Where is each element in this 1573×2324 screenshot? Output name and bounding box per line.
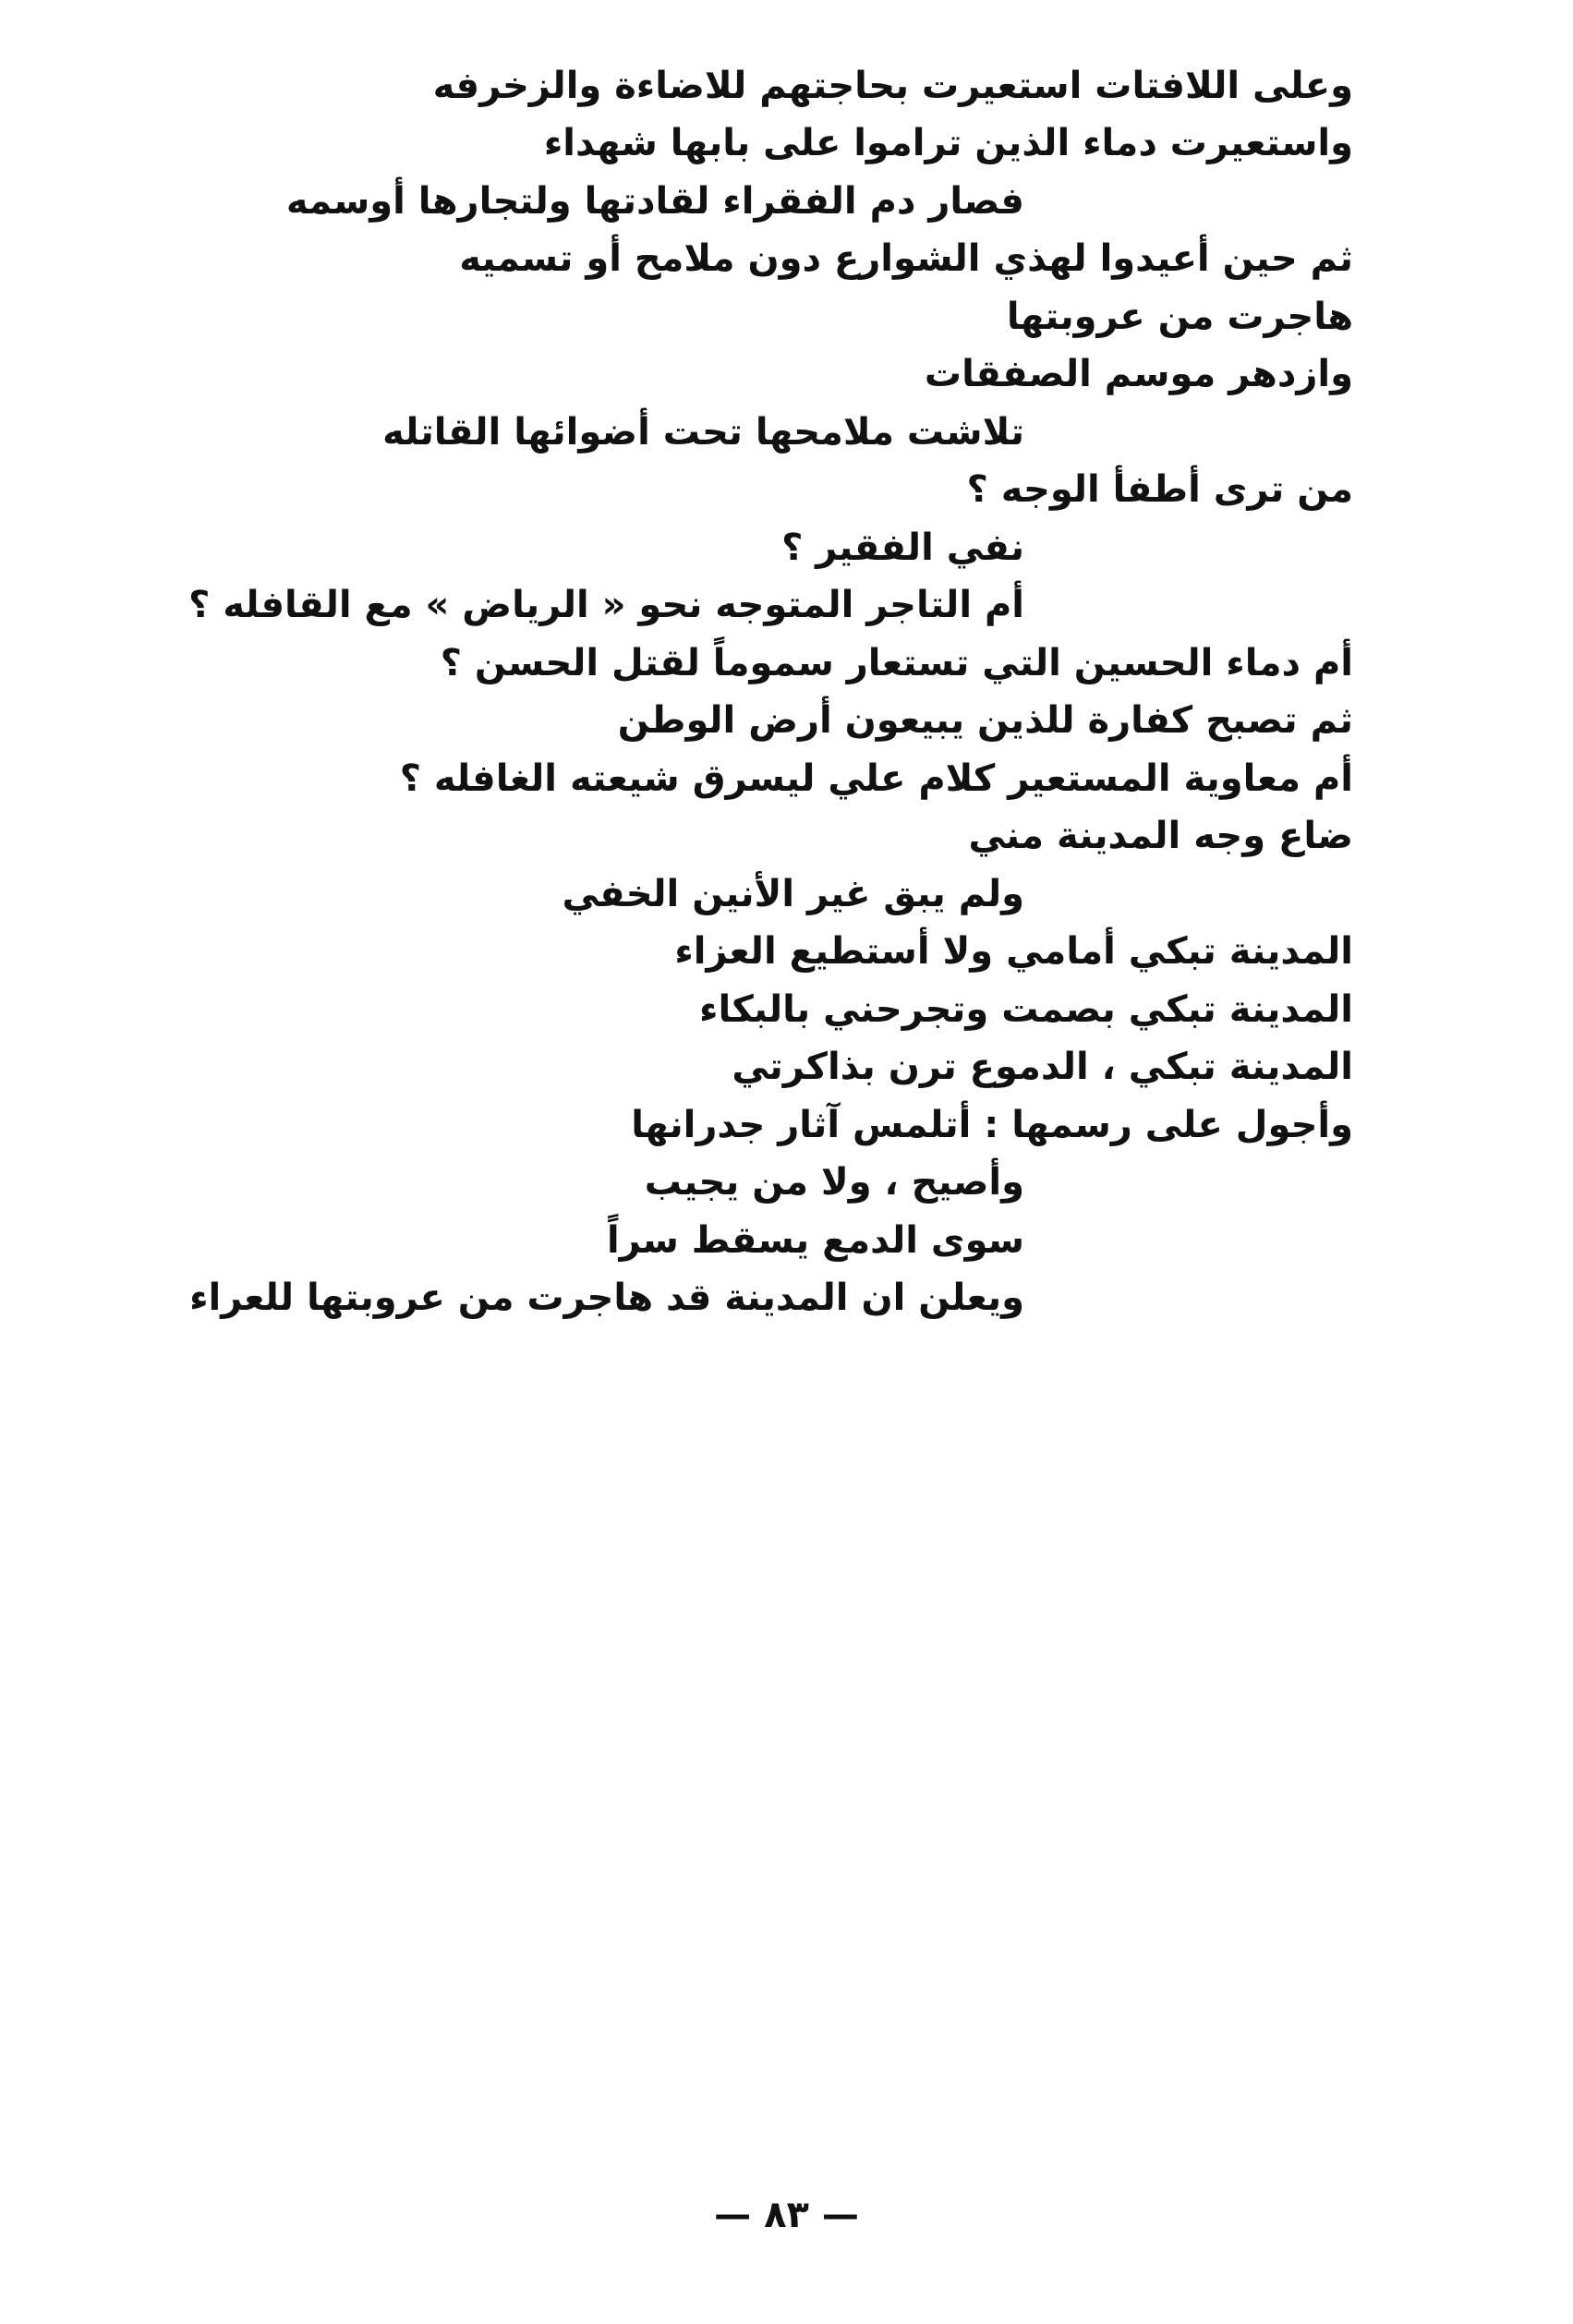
poem-line: سوى الدمع يسقط سراً (606, 1219, 1024, 1262)
poem-line: المدينة تبكي أمامي ولا أستطيع العزاء (674, 930, 1353, 973)
poem-line: واستعيرت دماء الذين تراموا على بابها شهداء (543, 122, 1353, 164)
poem-line: فصار دم الفقراء لقادتها ولتجارها أوسمه (285, 180, 1024, 223)
poem-line: أم التاجر المتوجه نحو « الرياض » مع القافله ؟ (188, 584, 1024, 626)
poem-line: ثم حين أعيدوا لهذي الشوارع دون ملامح أو تسميه (459, 237, 1353, 280)
poem-line: وعلى اللافتات استعيرت بحاجتهم للاضاءة والزخرفه (432, 65, 1353, 107)
poem-line: أم معاوية المستعير كلام علي ليسرق شيعته الغافله ؟ (399, 757, 1353, 800)
poem-line: ولم يبق غير الأنين الخفي (562, 873, 1024, 915)
poem-line: ويعلن ان المدينة قد هاجرت من عروبتها للعراء (189, 1277, 1024, 1319)
poem-line: المدينة تبكي بصمت وتجرحني بالبكاء (699, 988, 1353, 1031)
poem-line: ضاع وجه المدينة مني (968, 815, 1353, 857)
poem-line: هاجرت من عروبتها (1006, 296, 1353, 338)
poem-line: ثم تصبح كفارة للذين يبيعون أرض الوطن (617, 699, 1353, 742)
poem-line: وأجول على رسمها : أتلمس آثار جدرانها (631, 1104, 1353, 1146)
poem-line: وأصيح ، ولا من يجيب (644, 1161, 1024, 1204)
poem-line: نفي الفقير ؟ (781, 527, 1024, 569)
poem-line: تلاشت ملامحها تحت أضوائها القاتله (382, 411, 1024, 454)
poem-line: المدينة تبكي ، الدموع ترن بذاكرتي (732, 1046, 1353, 1088)
poem-line: من ترى أطفأ الوجه ؟ (966, 468, 1353, 511)
page-number: — ٨٣ — (714, 2194, 859, 2236)
poem-line: أم دماء الحسين التي تستعار سموماً لقتل الحسن ؟ (440, 642, 1353, 684)
poem-line: وازدهر موسم الصفقات (924, 353, 1353, 395)
